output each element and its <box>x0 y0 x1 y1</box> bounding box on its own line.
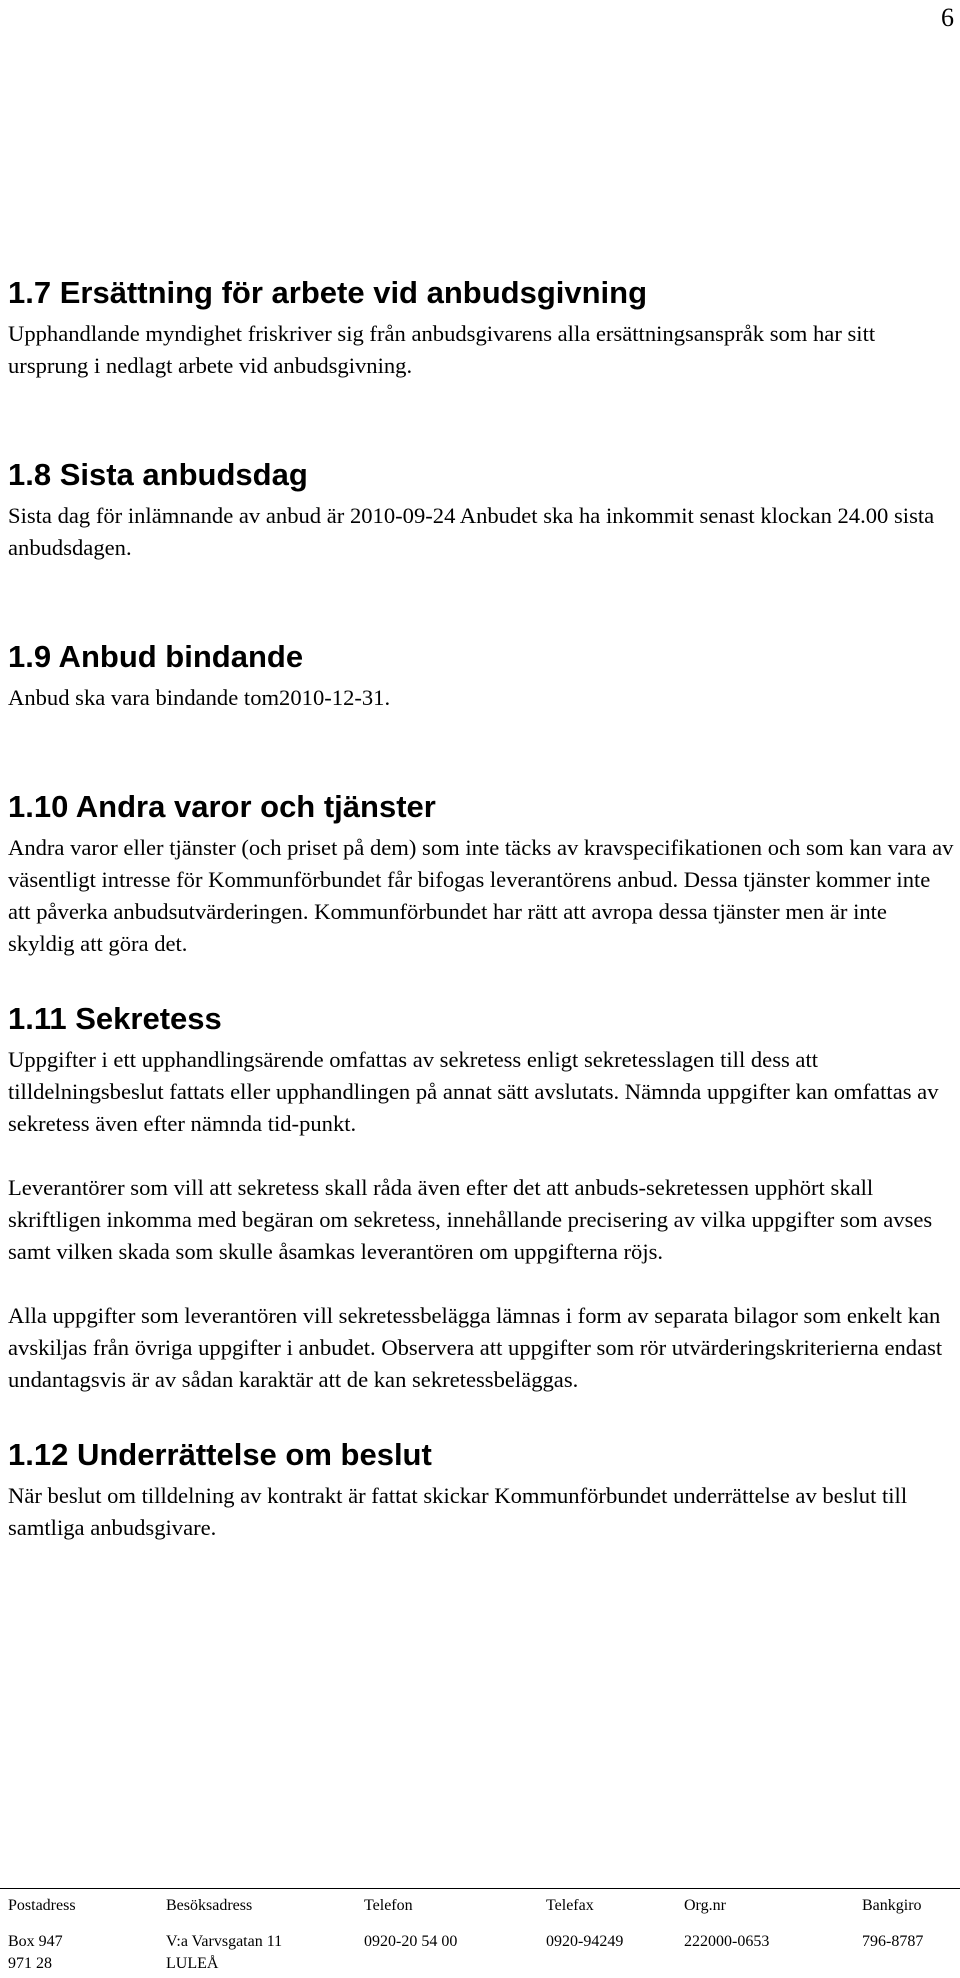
section-other-goods <box>8 786 954 960</box>
footer-postal-address: Box 947 971 28 <box>8 1933 63 1972</box>
section-heading: 1.8 Sista anbudsdag <box>8 457 308 492</box>
section-paragraph: Uppgifter i ett upphandlingsärende omfattas av sekretess enligt sekretesslagen till dess att tilldelningsbeslut fattats eller upphandlingen på annat sätt avslutats. Nämnda uppgifter kan omfattas av sekretess även efter nämnda tid-punkt. <box>8 1047 939 1136</box>
footer-header-postal-address: Postadress <box>8 1897 76 1914</box>
section-paragraph: Upphandlande myndighet friskriver sig från anbudsgivarens alla ersättningsanspråk som har sitt ursprung i nedlagt arbete vid anbudsgivning. <box>8 321 876 378</box>
footer-value-row <box>0 1931 960 1972</box>
page-number: 6 <box>941 3 954 32</box>
section-confidentiality <box>8 998 954 1396</box>
section-heading: 1.10 Andra varor och tjänster <box>8 789 436 824</box>
section-paragraph: Andra varor eller tjänster (och priset på dem) som inte täcks av kravspecifikationen och som kan vara av väsentligt intresse för Kommunförbundet får bifogas leverantörens anbud. Dessa tjänster kommer inte att påverka anbudsutvärderingen. Kommunförbundet har rätt att avropa dessa tjänster men är inte skyldig att göra det. <box>8 835 954 956</box>
footer-bankgiro: 796-8787 <box>862 1933 924 1950</box>
page-footer <box>0 1888 960 1972</box>
footer-phone: 0920-20 54 00 <box>364 1933 458 1950</box>
footer-header-bankgiro: Bankgiro <box>862 1897 922 1914</box>
document-body <box>8 262 954 1544</box>
section-paragraph: När beslut om tilldelning av kontrakt är fattat skickar Kommunförbundet underrättelse av beslut till samtliga anbudsgivare. <box>8 1483 908 1540</box>
footer-visiting-address: V:a Varvsgatan 11 LULEÅ <box>166 1933 283 1972</box>
section-deadline <box>8 454 954 564</box>
footer-header-org-number: Org.nr <box>684 1897 726 1914</box>
footer-header-fax: Telefax <box>546 1897 594 1914</box>
section-heading: 1.7 Ersättning för arbete vid anbudsgivning <box>8 275 648 310</box>
footer-org-number: 222000-0653 <box>684 1933 770 1950</box>
section-decision-notice <box>8 1434 954 1544</box>
footer-fax: 0920-94249 <box>546 1933 624 1950</box>
section-heading: 1.12 Underrättelse om beslut <box>8 1437 432 1472</box>
section-binding-offer <box>8 636 954 714</box>
section-paragraph: Leverantörer som vill att sekretess skall råda även efter det att anbuds-sekretessen upphört skall skriftligen inkomma med begäran om sekretess, innehållande precisering av vilka uppgifter som avses samt vilken skada som skulle åsamkas leverantören om uppgifterna röjs. <box>8 1175 933 1264</box>
section-paragraph: Alla uppgifter som leverantören vill sekretessbelägga lämnas i form av separata bilagor som enkelt kan avskiljas från övriga uppgifter i anbudet. Observera att uppgifter som rör utvärderingskriterierna endast undantagsvis är av sådan karaktär att de kan sekretessbeläggas. <box>8 1303 943 1392</box>
section-heading: 1.11 Sekretess <box>8 1001 222 1036</box>
footer-header-row <box>0 1895 960 1919</box>
section-heading: 1.9 Anbud bindande <box>8 639 304 674</box>
footer-header-visiting-address: Besöksadress <box>166 1897 253 1914</box>
footer-header-phone: Telefon <box>364 1897 413 1914</box>
section-compensation <box>8 272 954 382</box>
section-paragraph: Sista dag för inlämnande av anbud är 2010-09-24 Anbudet ska ha inkommit senast klockan 24.00 sista anbudsdagen. <box>8 503 935 560</box>
section-paragraph: Anbud ska vara bindande tom2010-12-31. <box>8 685 391 710</box>
